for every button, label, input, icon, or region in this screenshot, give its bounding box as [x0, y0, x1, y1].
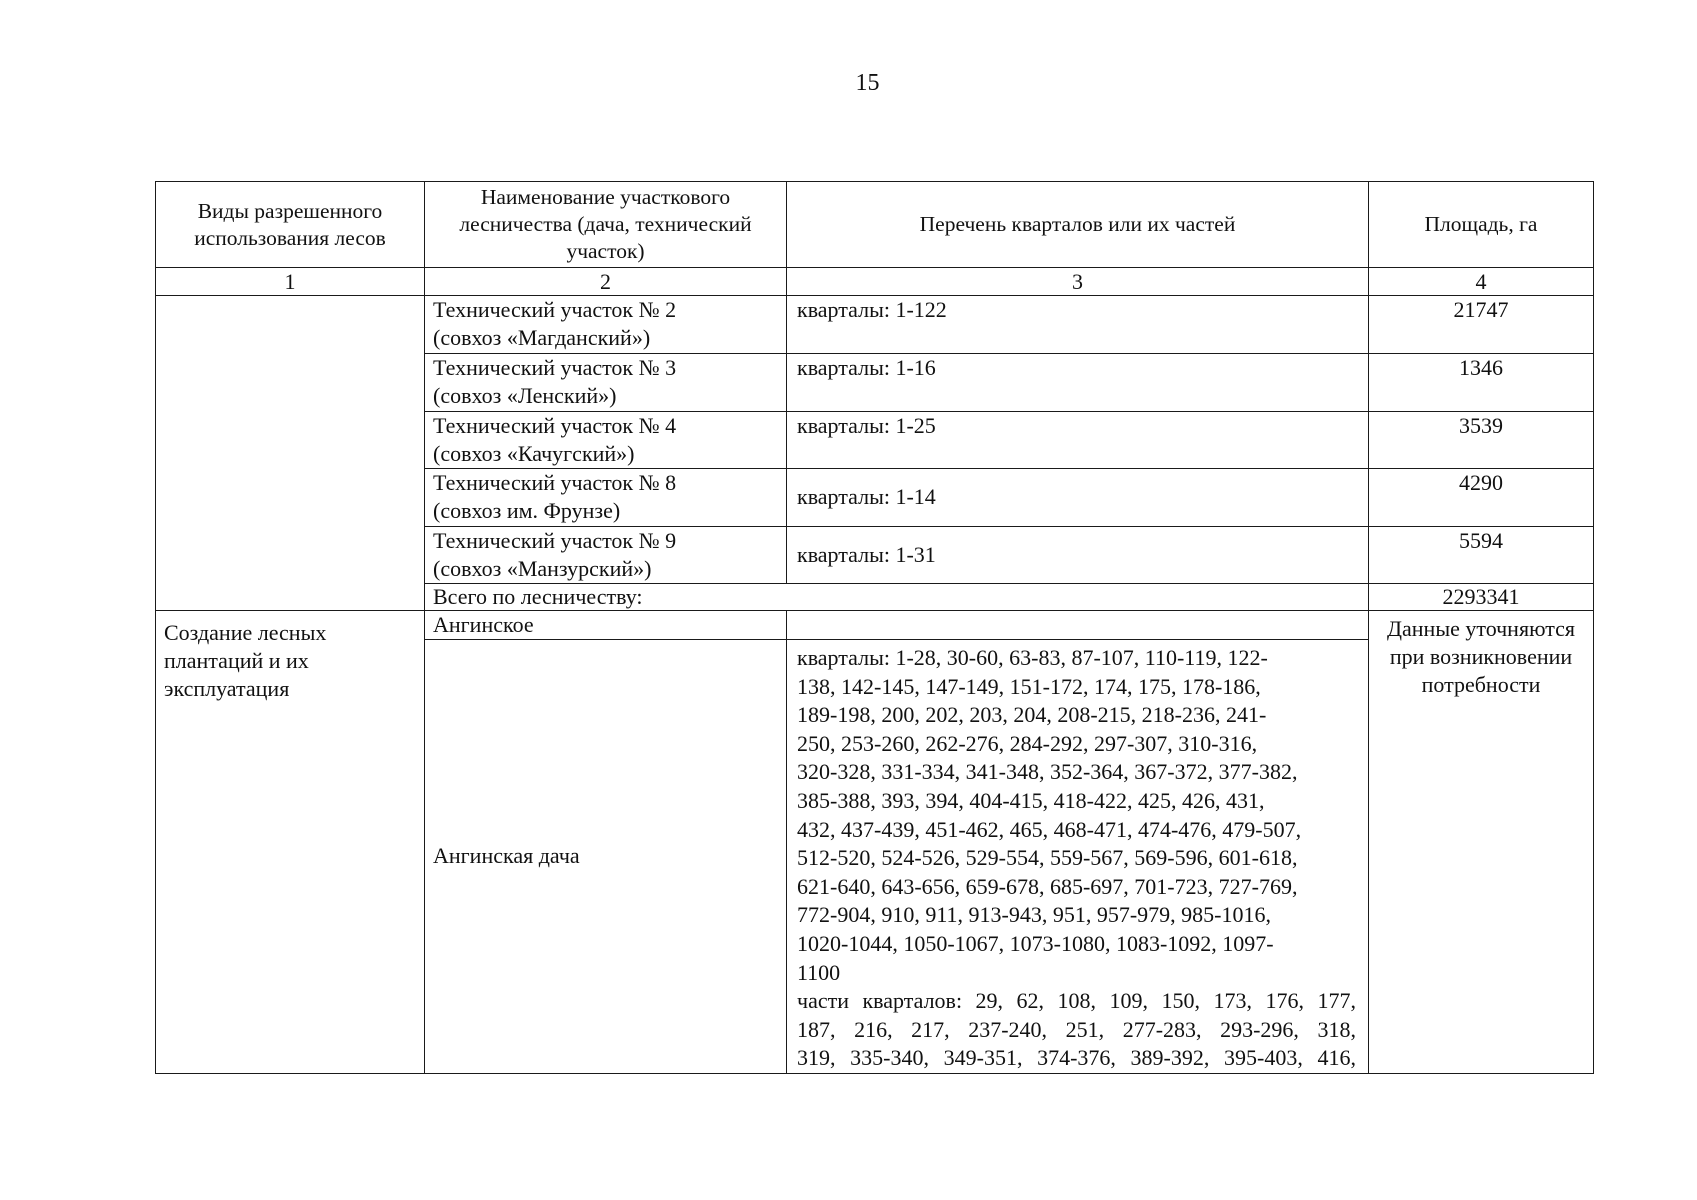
quarters-cell: кварталы: 1-25	[787, 412, 1369, 469]
forestry-name-line: (совхоз им. Фрунзе)	[433, 498, 621, 523]
forestry-name-line: (совхоз «Ленский»)	[433, 383, 617, 408]
quarters-line: 189-198, 200, 202, 203, 204, 208-215, 218-236, 241-	[797, 702, 1267, 728]
forestry-name-line: Технический участок № 9	[433, 528, 677, 553]
forestry-name-line: (совхоз «Качугский»)	[433, 441, 635, 466]
area-cell: 5594	[1369, 527, 1594, 584]
total-label: Всего по лесничеству:	[425, 584, 1369, 611]
forestry-name-line: (совхоз «Магданский»)	[433, 325, 651, 350]
quarters-cell: кварталы: 1-31	[787, 527, 1369, 584]
area-cell: 1346	[1369, 354, 1594, 412]
header-usage-type: Виды разрешенного использования лесов	[156, 182, 425, 268]
column-number-1: 1	[156, 268, 425, 296]
quarters-line: 138, 142-145, 147-149, 151-172, 174, 175, 178-186,	[797, 673, 1261, 699]
forestry-name-line: Технический участок № 2	[433, 297, 677, 322]
usage-type-empty-cell	[156, 296, 425, 611]
forestry-name-cell	[425, 469, 787, 527]
dacha-name-cell: Ангинская дача	[425, 640, 787, 1074]
quarters-line: кварталы: 1-28, 30-60, 63-83, 87-107, 110-119, 122-	[797, 645, 1268, 670]
area-cell: 4290	[1369, 469, 1594, 527]
quarters-line: 385-388, 393, 394, 404-415, 418-422, 425, 426, 431,	[797, 787, 1265, 813]
header-quarters: Перечень кварталов или их частей	[787, 182, 1369, 268]
quarters-line: 621-640, 643-656, 659-678, 685-697, 701-723, 727-769,	[797, 873, 1298, 899]
header-forestry-name: Наименование участкового лесничества (дача, технический участок)	[425, 182, 787, 268]
column-number-4: 4	[1369, 268, 1594, 296]
header-row	[156, 182, 1594, 268]
quarters-line: 320-328, 331-334, 341-348, 352-364, 367-372, 377-382,	[797, 759, 1298, 785]
quarters-line: 1020-1044, 1050-1067, 1073-1080, 1083-1092, 1097-	[797, 930, 1274, 956]
table-row	[156, 296, 1594, 354]
usage-type-cell: Создание лесных плантаций и их эксплуатация	[156, 611, 425, 1074]
forestry-name-cell	[425, 412, 787, 469]
dacha-quarters-cell	[787, 640, 1369, 1074]
forestry-title-cell: Ангинское	[425, 611, 787, 640]
parts-line: части кварталов: 29, 62, 108, 109, 150, 173, 176, 177,	[797, 988, 1356, 1014]
total-value: 2293341	[1369, 584, 1594, 611]
forestry-name-line: Технический участок № 4	[433, 413, 677, 438]
page-number: 15	[855, 70, 880, 96]
forestry-name-cell	[425, 527, 787, 584]
quarters-cell: кварталы: 1-122	[787, 296, 1369, 354]
column-numbers-row	[156, 268, 1594, 296]
forest-use-table	[155, 181, 1594, 1074]
quarters-line: 512-520, 524-526, 529-554, 559-567, 569-596, 601-618,	[797, 845, 1298, 871]
quarters-cell: кварталы: 1-14	[787, 469, 1369, 527]
forestry-name-cell	[425, 354, 787, 412]
header-area: Площадь, га	[1369, 182, 1594, 268]
forestry-quarters-empty-cell	[787, 611, 1369, 640]
quarters-line: 432, 437-439, 451-462, 465, 468-471, 474-476, 479-507,	[797, 816, 1302, 842]
forestry-name-cell	[425, 296, 787, 354]
area-cell: 3539	[1369, 412, 1594, 469]
column-number-2: 2	[425, 268, 787, 296]
quarters-line: 772-904, 910, 911, 913-943, 951, 957-979, 985-1016,	[797, 902, 1271, 928]
column-number-3: 3	[787, 268, 1369, 296]
forestry-row	[156, 611, 1594, 640]
forestry-name-line: Технический участок № 3	[433, 355, 677, 380]
quarters-cell: кварталы: 1-16	[787, 354, 1369, 412]
parts-line: 319, 335-340, 349-351, 374-376, 389-392, 395-403, 416,	[797, 1045, 1356, 1071]
quarters-line: 250, 253-260, 262-276, 284-292, 297-307, 310-316,	[797, 730, 1258, 756]
area-cell: 21747	[1369, 296, 1594, 354]
parts-line: 187, 216, 217, 237-240, 251, 277-283, 293-296, 318,	[797, 1016, 1356, 1042]
forestry-name-line: Технический участок № 8	[433, 470, 677, 495]
quarters-line: 1100	[797, 959, 841, 985]
area-note-cell: Данные уточняются при возникновении потребности	[1369, 611, 1594, 1074]
forestry-name-line: (совхоз «Манзурский»)	[433, 556, 652, 581]
